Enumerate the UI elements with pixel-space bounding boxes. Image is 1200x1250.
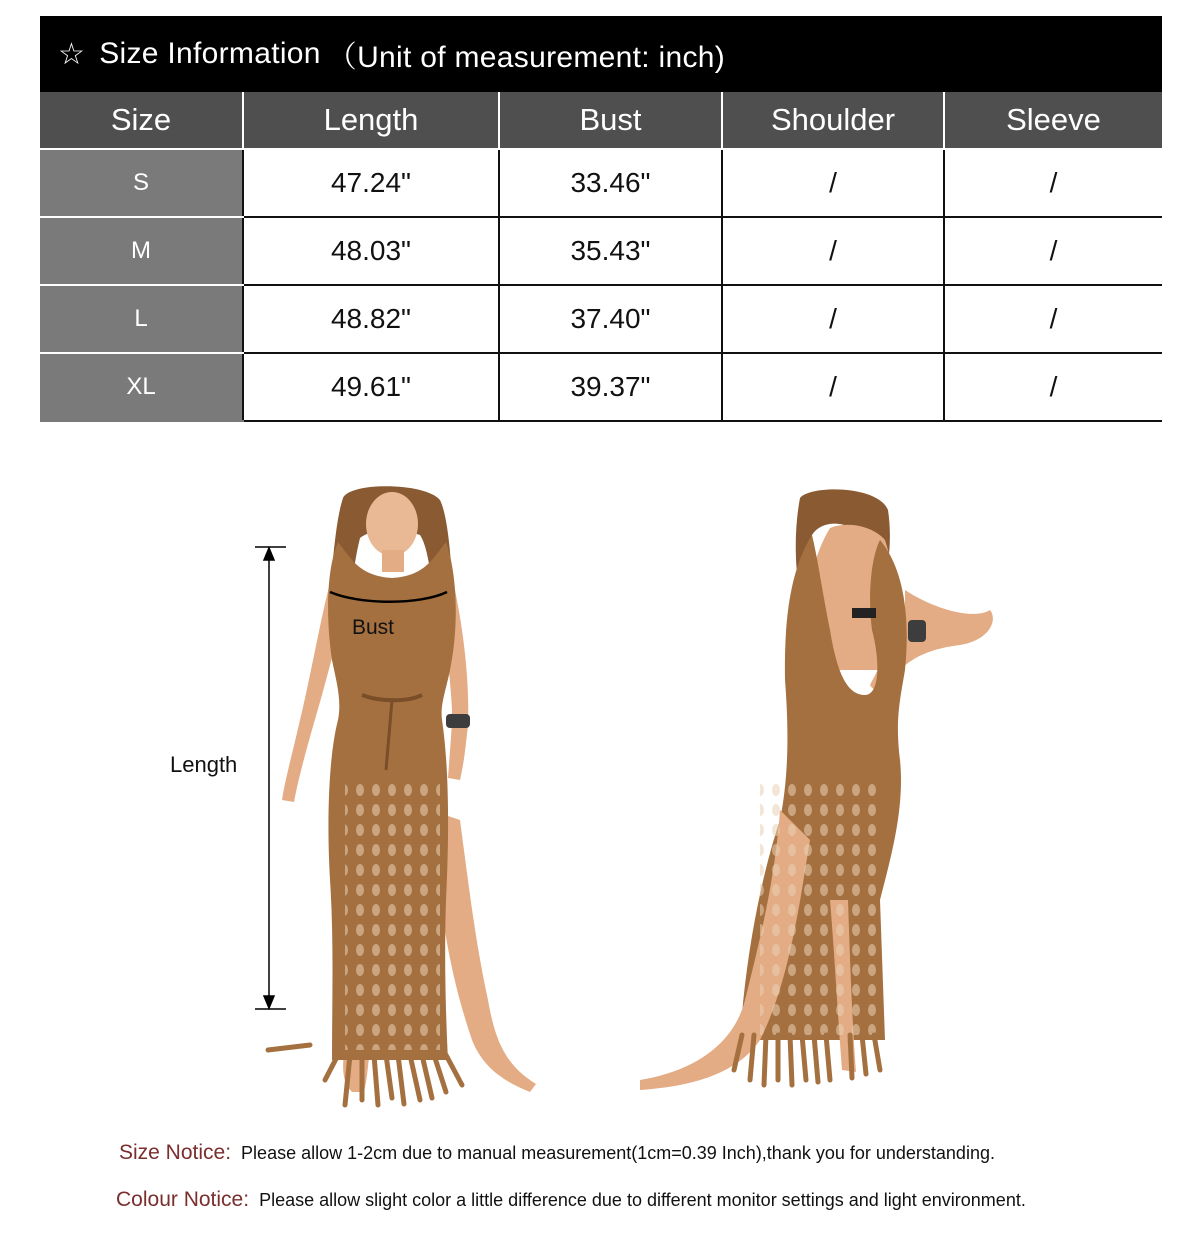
length-arrow <box>255 547 286 1009</box>
sleeve-cell: / <box>944 217 1162 285</box>
header-length: Length <box>243 92 499 149</box>
bust-label: Bust <box>352 616 395 639</box>
model-illustration <box>0 480 1200 1120</box>
size-cell: M <box>40 217 243 285</box>
star-icon: ☆ <box>58 37 86 71</box>
table-row <box>40 285 1162 353</box>
bust-cell: 39.37" <box>499 353 722 421</box>
size-cell: S <box>40 149 243 217</box>
header-sleeve: Sleeve <box>944 92 1162 149</box>
size-cell: L <box>40 285 243 353</box>
colour-notice <box>116 1188 1026 1212</box>
size-notice-text: Please allow 1-2cm due to manual measurement(1cm=0.39 Inch),thank you for understanding. <box>241 1143 995 1163</box>
sleeve-cell: / <box>944 149 1162 217</box>
front-model <box>268 486 536 1105</box>
size-info-title-bar <box>40 16 1162 92</box>
bust-cell: 35.43" <box>499 217 722 285</box>
colour-notice-text: Please allow slight color a little difference due to different monitor settings and light environment. <box>259 1190 1026 1210</box>
model-figure-area <box>0 480 1200 1120</box>
bust-cell: 37.40" <box>499 285 722 353</box>
colour-notice-label: Colour Notice: <box>116 1188 250 1211</box>
sleeve-cell: / <box>944 285 1162 353</box>
length-label: Length <box>170 752 238 777</box>
header-bust: Bust <box>499 92 722 149</box>
size-table <box>40 92 1162 422</box>
size-notice <box>119 1141 995 1165</box>
table-row <box>40 149 1162 217</box>
length-cell: 48.82" <box>243 285 499 353</box>
size-notice-label: Size Notice: <box>119 1141 232 1164</box>
header-shoulder: Shoulder <box>722 92 944 149</box>
table-header-row <box>40 92 1162 149</box>
unit-note: （Unit of measurement: inch) <box>326 41 726 74</box>
length-cell: 48.03" <box>243 217 499 285</box>
length-cell: 49.61" <box>243 353 499 421</box>
bust-cell: 33.46" <box>499 149 722 217</box>
size-info-title: Size Information <box>99 37 321 70</box>
shoulder-cell: / <box>722 353 944 421</box>
shoulder-cell: / <box>722 285 944 353</box>
length-cell: 47.24" <box>243 149 499 217</box>
table-row <box>40 353 1162 421</box>
table-row <box>40 217 1162 285</box>
size-cell: XL <box>40 353 243 421</box>
shoulder-cell: / <box>722 217 944 285</box>
shoulder-cell: / <box>722 149 944 217</box>
header-size: Size <box>40 92 243 149</box>
sleeve-cell: / <box>944 353 1162 421</box>
back-model <box>640 489 993 1090</box>
